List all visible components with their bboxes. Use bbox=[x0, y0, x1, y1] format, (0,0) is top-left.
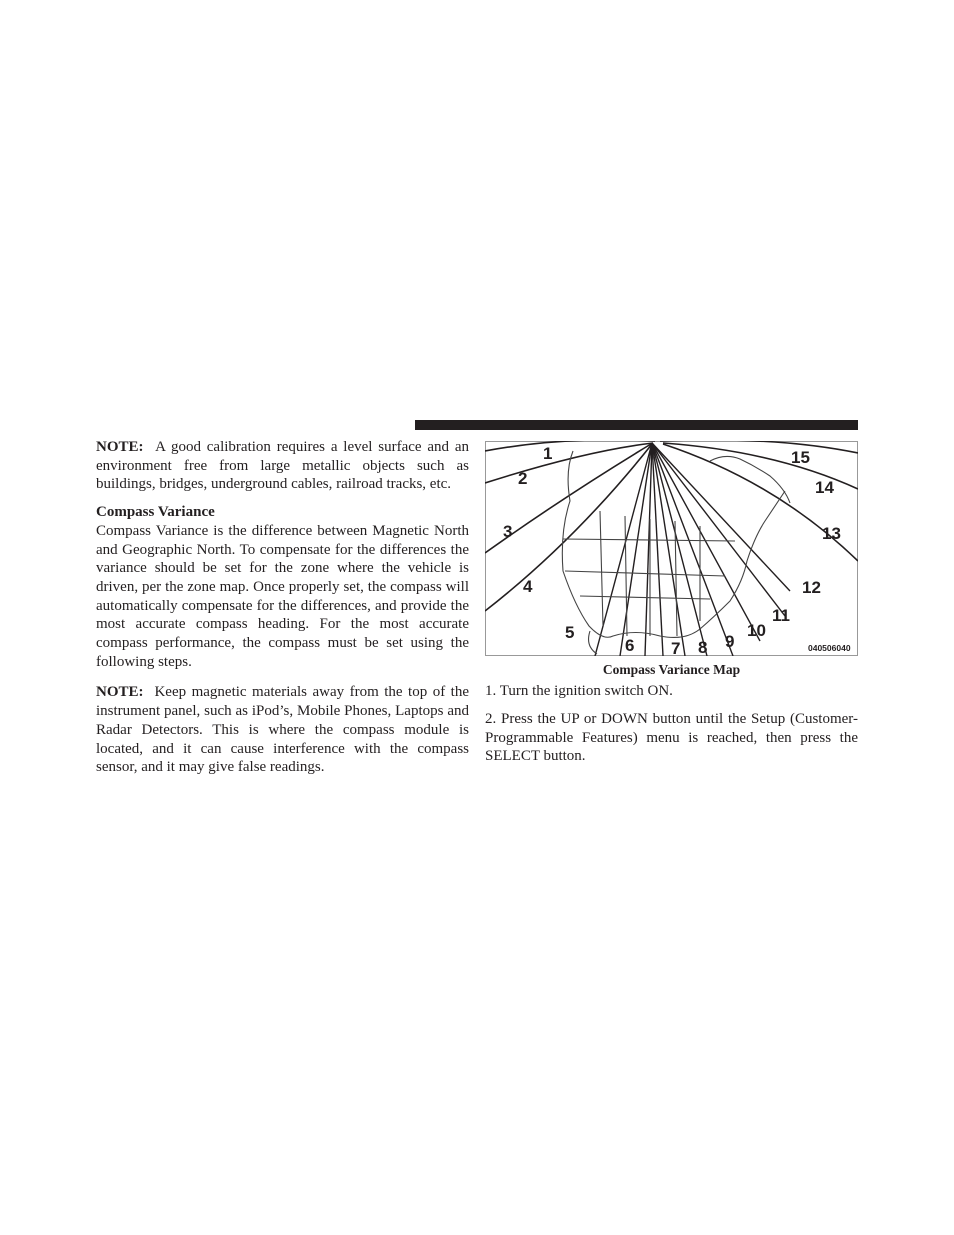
zone-label: 11 bbox=[772, 606, 790, 625]
note-calibration bbox=[96, 438, 469, 494]
zone-label: 8 bbox=[698, 638, 708, 656]
zone-label: 2 bbox=[518, 469, 528, 488]
zone-label: 5 bbox=[565, 623, 575, 642]
figure-code: 040506040 bbox=[808, 643, 851, 653]
note-label: NOTE: bbox=[96, 439, 144, 455]
left-column bbox=[96, 438, 469, 777]
section-heading bbox=[96, 503, 469, 522]
zone-label: 3 bbox=[503, 522, 513, 541]
note-label: NOTE: bbox=[96, 684, 144, 701]
zone-label: 9 bbox=[725, 632, 735, 651]
compass-variance-map bbox=[485, 441, 858, 656]
zone-label: 4 bbox=[523, 577, 533, 596]
zone-label: 12 bbox=[802, 578, 821, 597]
zone-label: 6 bbox=[625, 636, 635, 655]
heading-text: Compass Variance bbox=[96, 504, 215, 521]
zone-label: 14 bbox=[815, 478, 834, 497]
note-text: A good calibration requires a level surface and an environment free from large metallic objects such as buildings, bridges, underground cables, railroad tracks, etc. bbox=[96, 439, 469, 493]
header-bar bbox=[415, 420, 858, 430]
map-svg bbox=[485, 441, 858, 656]
step-1-text: 1. Turn the ignition switch ON. bbox=[485, 683, 673, 699]
note-magnetic bbox=[96, 683, 469, 777]
zone-label: 1 bbox=[543, 444, 553, 463]
step-2-text: 2. Press the UP or DOWN button until the Setup (Customer-Programmable Features) menu is reached, then press the SELECT button. bbox=[485, 711, 858, 765]
figure-caption: Compass Variance Map bbox=[602, 662, 741, 677]
step-1 bbox=[485, 682, 858, 701]
compass-variance-paragraph: Compass Variance is the difference between Magnetic North and Geographic North. To compensate for the differences the variance should be set for the zone where the vehicle is driven, per the zone map. Once properly set, the compass will automatically compensate for the differences, and provide the most accurate compass heading. For the most accurate compass performance, the compass must be set using the following steps. bbox=[96, 522, 469, 670]
zone-label: 10 bbox=[747, 621, 766, 640]
note-text: Keep magnetic materials away from the top of the instrument panel, such as iPod’s, Mobile Phones, Laptops and Radar Detectors. This is where the compass module is located, and it can cause interference with the compass sensor, and it may give false readings. bbox=[96, 684, 469, 776]
zone-label: 15 bbox=[791, 448, 810, 467]
zone-label: 7 bbox=[671, 639, 681, 656]
step-2 bbox=[485, 710, 858, 766]
zone-label: 13 bbox=[822, 524, 841, 543]
